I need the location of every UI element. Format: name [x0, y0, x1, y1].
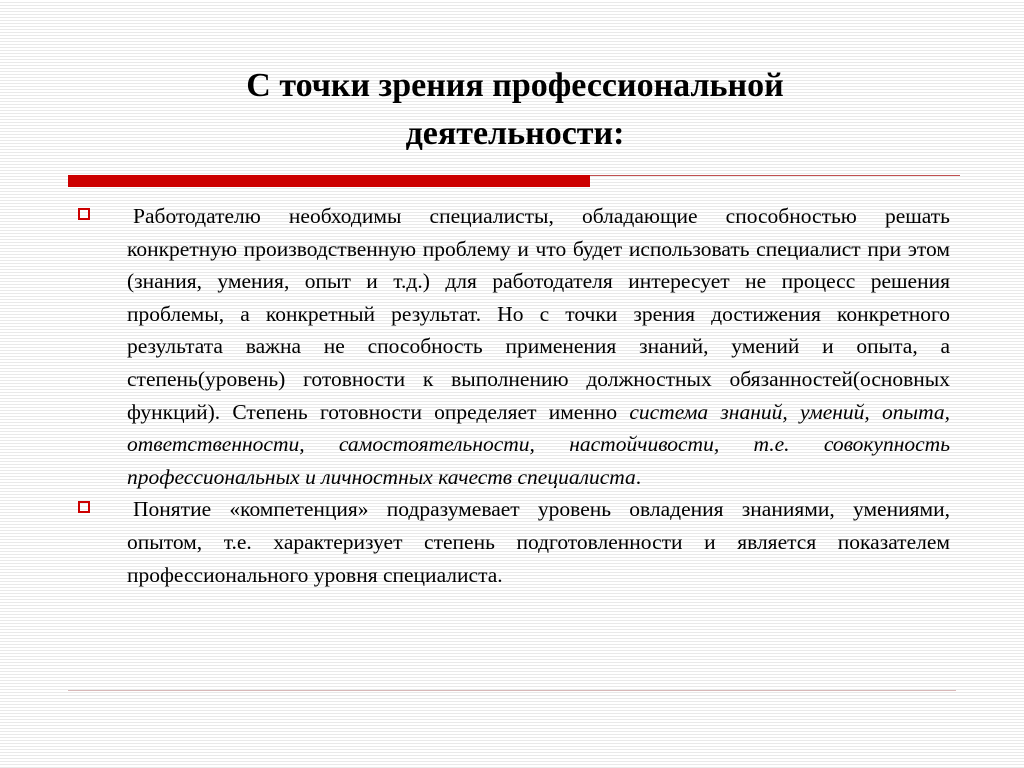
title-line-1: С точки зрения профессиональной [246, 67, 784, 104]
red-accent-bar [68, 175, 590, 187]
bullet-2-text: Понятие «компетенция» подразумевает уровень овладения знаниями, умениями, опытом, т.е. характеризует степень подготовленности и является показателем профессионального уровня специалиста. [127, 497, 950, 587]
bullet-1-text: Работодателю необходимы специалисты, обладающие способностью решать конкретную производственную проблему и что будет использовать специалист при этом (знания, умения, опыт и т.д.) для работодателя интересует не процесс решения проблемы, а конкретный результат. Но с точки зрения достижения конкретного результата важна не способность применения знаний, умений и опыта, а степень(уровень) готовности к выполнению должностных обязанностей(основных функций). Степень готовности определяет именно [127, 204, 950, 424]
bullet-1-end-text: . [635, 464, 642, 489]
title-line-2: деятельности: [405, 115, 625, 152]
bullet-item-2 [70, 493, 950, 591]
bullet-1-italic-text: система знаний, умений, опыта, ответственности, самостоятельности, настойчивости, т.е. совокупность профессиональных и личностных качеств специалиста [127, 399, 950, 489]
footer-divider-line [68, 690, 956, 691]
bullet-item-1 [70, 200, 950, 493]
slide-title [150, 62, 880, 158]
hollow-square-icon [78, 208, 90, 220]
bullet-list [70, 200, 950, 591]
hollow-square-icon [78, 501, 90, 513]
title-divider-line [590, 175, 960, 176]
